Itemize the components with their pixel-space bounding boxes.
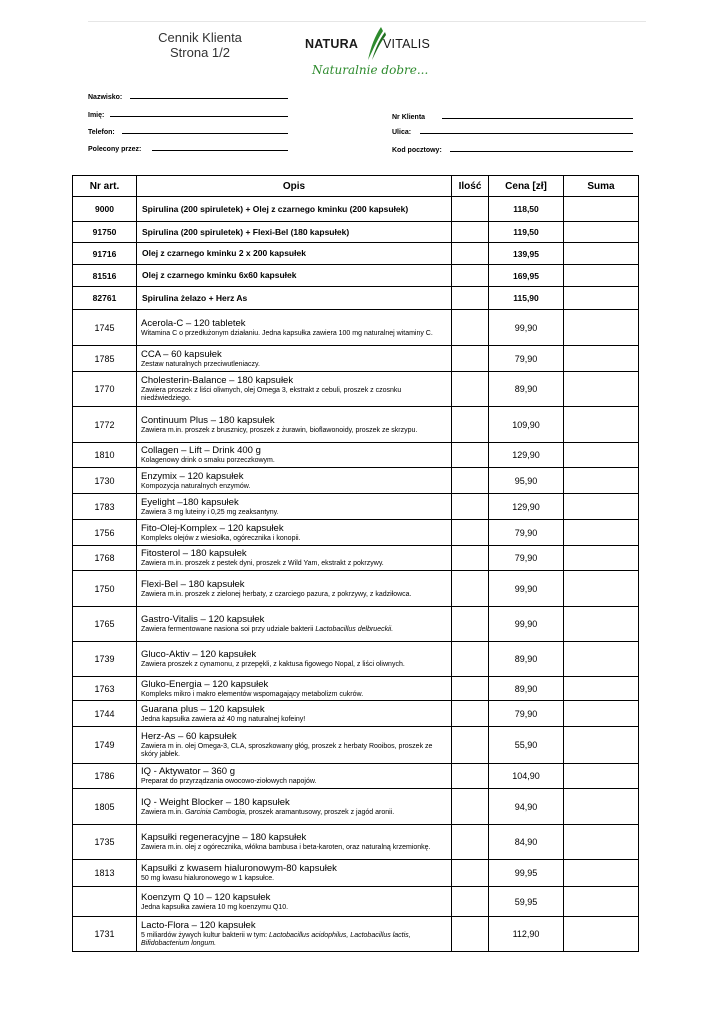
cell-suma[interactable]	[564, 789, 639, 825]
cell-cena: 99,90	[489, 310, 564, 346]
cell-suma[interactable]	[564, 860, 639, 887]
cell-nr: 1768	[73, 546, 137, 571]
product-description	[137, 456, 451, 465]
cell-suma[interactable]	[564, 265, 639, 287]
cell-nr: 1735	[73, 825, 137, 860]
cell-opis	[137, 677, 452, 701]
cell-suma[interactable]	[564, 520, 639, 546]
cell-cena: 59,95	[489, 887, 564, 917]
product-name: Lacto-Flora – 120 kapsułek	[141, 920, 256, 931]
cell-ilosc[interactable]	[452, 287, 489, 310]
table-row	[73, 372, 639, 407]
product-name: Fitosterol – 180 kapsułek	[141, 548, 247, 559]
cell-ilosc[interactable]	[452, 887, 489, 917]
product-description	[137, 843, 451, 852]
product-description	[137, 559, 451, 568]
cell-opis: Spirulina żelazo + Herz As	[137, 287, 452, 310]
label-imie: Imię:	[88, 112, 105, 119]
cell-opis	[137, 887, 452, 917]
cell-cena: 89,90	[489, 677, 564, 701]
cell-nr: 1805	[73, 789, 137, 825]
cell-ilosc[interactable]	[452, 571, 489, 607]
header-ilosc: Ilość	[452, 176, 489, 197]
cell-nr: 82761	[73, 287, 137, 310]
table-row	[73, 243, 639, 265]
product-name: IQ - Aktywator – 360 g	[141, 766, 235, 777]
field-nazwisko[interactable]	[130, 98, 288, 99]
logo-text-natura: NATURA	[305, 37, 359, 51]
logo-text-vitalis: VITALIS	[383, 37, 431, 51]
table-row	[73, 701, 639, 727]
cell-ilosc[interactable]	[452, 701, 489, 727]
cell-ilosc[interactable]	[452, 243, 489, 265]
product-name: Kapsułki z kwasem hialuronowym-80 kapsułek	[141, 863, 337, 874]
label-kod: Kod pocztowy:	[392, 147, 442, 154]
cell-suma[interactable]	[564, 243, 639, 265]
label-nr-klienta: Nr Klienta	[392, 114, 426, 121]
table-header-row	[73, 176, 639, 197]
cell-ilosc[interactable]	[452, 407, 489, 443]
cell-cena: 79,90	[489, 346, 564, 372]
cell-suma[interactable]	[564, 917, 639, 952]
table-row	[73, 346, 639, 372]
header-nr-art: Nr art.	[73, 176, 137, 197]
cell-opis	[137, 764, 452, 789]
cell-opis	[137, 407, 452, 443]
cell-suma[interactable]	[564, 642, 639, 677]
cell-cena: 89,90	[489, 372, 564, 407]
product-name: Enzymix – 120 kapsułek	[141, 470, 244, 482]
cell-suma[interactable]	[564, 443, 639, 468]
cell-ilosc[interactable]	[452, 789, 489, 825]
field-polecony[interactable]	[152, 150, 288, 151]
product-description-text: 5 miliardów żywych kultur bakterii w tym:	[141, 932, 268, 939]
product-name: Herz-As – 60 kapsułek	[141, 731, 237, 742]
cell-cena: 95,90	[489, 468, 564, 494]
cell-suma[interactable]	[564, 197, 639, 222]
product-description-latin: Garcinia Cambogia	[184, 808, 245, 816]
page-top-rule	[88, 21, 646, 22]
cell-ilosc[interactable]	[452, 310, 489, 346]
cell-cena: 129,90	[489, 443, 564, 468]
product-description	[137, 808, 451, 817]
product-description	[137, 742, 451, 759]
table-row	[73, 887, 639, 917]
product-name: Koenzym Q 10 – 120 kapsułek	[141, 891, 271, 903]
product-description-text: Kolagenowy drink o smaku porzeczkowym.	[141, 457, 275, 464]
cell-cena: 79,90	[489, 701, 564, 727]
product-description-text: Preparat do przyrządzania owocowo-ziołowych napojów.	[141, 778, 317, 785]
cell-suma[interactable]	[564, 494, 639, 520]
product-description	[137, 660, 451, 669]
cell-suma[interactable]	[564, 310, 639, 346]
table-row	[73, 443, 639, 468]
product-description	[137, 360, 451, 369]
cell-opis	[137, 443, 452, 468]
field-nr-klienta[interactable]	[442, 118, 633, 119]
page-title-line1: Cennik Klienta	[158, 30, 242, 45]
cell-suma[interactable]	[564, 407, 639, 443]
product-description-text: Kompleks olejów z wiesiołka, ogórecznika i konopii.	[141, 534, 301, 542]
cell-cena: 99,90	[489, 607, 564, 642]
cell-ilosc[interactable]	[452, 443, 489, 468]
cell-nr: 1785	[73, 346, 137, 372]
product-description	[137, 874, 451, 883]
product-rows	[73, 310, 639, 952]
cell-nr: 1749	[73, 727, 137, 764]
product-name: Collagen – Lift – Drink 400 g	[141, 445, 261, 456]
table-row	[73, 571, 639, 607]
product-name: CCA – 60 kapsułek	[141, 348, 222, 360]
cell-cena: 139,95	[489, 243, 564, 265]
cell-cena: 118,50	[489, 197, 564, 222]
cell-cena: 99,95	[489, 860, 564, 887]
cell-suma[interactable]	[564, 346, 639, 372]
table-row	[73, 825, 639, 860]
cell-nr: 81516	[73, 265, 137, 287]
table-row	[73, 789, 639, 825]
cell-nr: 9000	[73, 197, 137, 222]
cell-ilosc[interactable]	[452, 265, 489, 287]
cell-cena: 119,50	[489, 222, 564, 243]
cell-opis: Olej z czarnego kminku 6x60 kapsułek	[137, 265, 452, 287]
product-name: Continuum Plus – 180 kapsułek	[141, 414, 275, 426]
price-table	[72, 175, 639, 952]
table-row	[73, 494, 639, 520]
cell-opis	[137, 468, 452, 494]
header-opis: Opis	[137, 176, 452, 197]
cell-suma[interactable]	[564, 677, 639, 701]
cell-ilosc[interactable]	[452, 372, 489, 407]
field-ulica[interactable]	[420, 133, 633, 134]
cell-nr: 1783	[73, 494, 137, 520]
product-description-latin: Lactobacillus delbrueckii.	[315, 626, 394, 633]
product-description-text: Kompozycja naturalnych enzymów.	[141, 482, 251, 490]
page-title-line2: Strona 1/2	[170, 45, 230, 60]
cell-ilosc[interactable]	[452, 677, 489, 701]
cell-cena: 55,90	[489, 727, 564, 764]
product-name: Cholesterin-Balance – 180 kapsułek	[141, 375, 294, 386]
table-row	[73, 222, 639, 243]
cell-suma[interactable]	[564, 727, 639, 764]
cell-nr: 1763	[73, 677, 137, 701]
cell-nr: 1756	[73, 520, 137, 546]
cell-opis	[137, 642, 452, 677]
cell-suma[interactable]	[564, 571, 639, 607]
product-description	[137, 508, 451, 517]
product-description-text: Jedna kapsułka zawiera 10 mg koenzymu Q10.	[141, 903, 289, 911]
table-row	[73, 607, 639, 642]
cell-nr: 1739	[73, 642, 137, 677]
table-row	[73, 677, 639, 701]
cell-ilosc[interactable]	[452, 468, 489, 494]
cell-opis	[137, 546, 452, 571]
cell-ilosc[interactable]	[452, 825, 489, 860]
product-description-text: Witamina C o przedłużonym działaniu. Jedna kapsułka zawiera 100 mg naturalnej witaminy C.	[141, 329, 433, 337]
cell-nr: 91750	[73, 222, 137, 243]
cell-suma[interactable]	[564, 546, 639, 571]
product-name: Guarana plus – 120 kapsułek	[141, 703, 265, 715]
product-description-text: , proszek aramantusowy, proszek z jagód aronii.	[244, 808, 395, 816]
cell-nr: 1730	[73, 468, 137, 494]
cell-nr: 1770	[73, 372, 137, 407]
product-description-text: Zawiera proszek z liści oliwnych, olej Omega 3, ekstrakt z cebuli, proszek z czosnku niedźwiedziego.	[141, 387, 402, 402]
cell-ilosc[interactable]	[452, 546, 489, 571]
table-row	[73, 917, 639, 952]
cell-nr: 1810	[73, 443, 137, 468]
product-description	[137, 590, 451, 599]
product-description	[137, 690, 451, 699]
product-name: Fito-Olej-Komplex – 120 kapsułek	[141, 522, 284, 534]
product-name: Gastro-Vitalis – 120 kapsułek	[141, 614, 265, 625]
product-description-text: Zawiera proszek z cynamonu, z przepękli, z kaktusa figowego Nopal, z liści oliwnych.	[141, 661, 405, 668]
logo-slogan: Naturalnie dobre...	[312, 63, 429, 77]
product-description	[137, 329, 451, 338]
page-title	[140, 30, 260, 60]
cell-cena: 79,90	[489, 520, 564, 546]
product-name: Acerola-C – 120 tabletek	[141, 317, 246, 329]
product-description-text: Kompleks mikro i makro elementów wspomagający metabolizm cukrów.	[141, 690, 364, 698]
cell-cena: 104,90	[489, 764, 564, 789]
product-description-text: Zawiera m.in. proszek z brusznicy, proszek z żurawin, bioflawonoidy, proszek ze skrzypu.	[141, 426, 418, 434]
cell-suma[interactable]	[564, 287, 639, 310]
brand-logo	[305, 26, 445, 86]
cell-nr: 1744	[73, 701, 137, 727]
cell-ilosc[interactable]	[452, 520, 489, 546]
cell-opis	[137, 346, 452, 372]
cell-suma[interactable]	[564, 887, 639, 917]
product-description	[137, 386, 451, 403]
product-description-text: Zawiera fermentowane nasiona soi przy udziale bakterii	[141, 626, 314, 633]
table-row	[73, 197, 639, 222]
field-imie[interactable]	[110, 116, 288, 117]
product-description-text: Jedna kapsułka zawiera aż 40 mg naturalnej kofeiny!	[141, 715, 306, 723]
cell-ilosc[interactable]	[452, 727, 489, 764]
product-description-text: Zawiera m.in. proszek z zielonej herbaty, z czarciego pazura, z pokrzywy, z kadziłowca.	[141, 590, 412, 598]
cell-suma[interactable]	[564, 372, 639, 407]
cell-opis	[137, 607, 452, 642]
product-name: Flexi-Bel – 180 kapsułek	[141, 578, 245, 590]
table-row	[73, 468, 639, 494]
cell-cena: 169,95	[489, 265, 564, 287]
table-row	[73, 860, 639, 887]
cell-cena: 84,90	[489, 825, 564, 860]
table-row	[73, 287, 639, 310]
cell-opis	[137, 310, 452, 346]
cell-nr: 1765	[73, 607, 137, 642]
product-name: Gluco-Aktiv – 120 kapsułek	[141, 649, 257, 660]
cell-opis	[137, 860, 452, 887]
table-row	[73, 265, 639, 287]
cell-ilosc[interactable]	[452, 197, 489, 222]
product-name: Gluko-Energia – 120 kapsułek	[141, 678, 269, 690]
product-description-text: 50 mg kwasu hialuronowego w 1 kapsułce.	[141, 875, 275, 882]
product-description-text: Zawiera m.in. proszek z pestek dyni, proszek z Wild Yam, ekstrakt z pokrzywy.	[141, 560, 384, 567]
product-name: IQ - Weight Blocker – 180 kapsułek	[141, 796, 290, 808]
table-row	[73, 727, 639, 764]
cell-opis	[137, 825, 452, 860]
cell-suma[interactable]	[564, 825, 639, 860]
cell-opis	[137, 727, 452, 764]
product-description-text: Zawiera m.in. olej z ogórecznika, włókna bambusa i beta-karoten, oraz naturalną krzemionkę.	[141, 844, 431, 851]
product-description-latin: Lactobacillus acidophilus, Lactobacillus lactis, Bifidobacterium longum.	[141, 932, 411, 947]
cell-suma[interactable]	[564, 701, 639, 727]
cell-ilosc[interactable]	[452, 607, 489, 642]
cell-nr: 1745	[73, 310, 137, 346]
cell-nr	[73, 887, 137, 917]
cell-opis	[137, 789, 452, 825]
cell-opis	[137, 701, 452, 727]
cell-nr: 1813	[73, 860, 137, 887]
cell-opis	[137, 494, 452, 520]
cell-ilosc[interactable]	[452, 764, 489, 789]
table-row	[73, 520, 639, 546]
cell-nr: 1786	[73, 764, 137, 789]
header-suma: Suma	[564, 176, 639, 197]
product-description-text: Zawiera m.in.	[141, 808, 184, 816]
cell-suma[interactable]	[564, 607, 639, 642]
cell-cena: 94,90	[489, 789, 564, 825]
product-description	[137, 715, 451, 724]
cell-opis	[137, 571, 452, 607]
label-polecony: Polecony przez:	[88, 146, 142, 153]
table-row	[73, 310, 639, 346]
cell-suma[interactable]	[564, 764, 639, 789]
cell-ilosc[interactable]	[452, 346, 489, 372]
product-description-text: Zawiera 3 mg luteiny i 0,25 mg zeaksantyny.	[141, 508, 279, 516]
cell-nr: 1731	[73, 917, 137, 952]
product-description-text: Zawiera m in. olej Omega-3, CLA, sproszkowany głóg, proszek z herbaty Rooibos, proszek ze skóry jabłek.	[141, 743, 433, 758]
cell-suma[interactable]	[564, 468, 639, 494]
cell-cena: 129,90	[489, 494, 564, 520]
cell-opis: Olej z czarnego kminku 2 x 200 kapsułek	[137, 243, 452, 265]
cell-cena: 112,90	[489, 917, 564, 952]
cell-ilosc[interactable]	[452, 494, 489, 520]
cell-suma[interactable]	[564, 222, 639, 243]
table-row	[73, 642, 639, 677]
cell-nr: 91716	[73, 243, 137, 265]
cell-opis: Spirulina (200 spiruletek) + Olej z czarnego kminku (200 kapsułek)	[137, 197, 452, 222]
product-description-text: Zestaw naturalnych przeciwutleniaczy.	[141, 360, 260, 368]
cell-cena: 99,90	[489, 571, 564, 607]
label-nazwisko: Nazwisko:	[88, 94, 123, 101]
product-description	[137, 534, 451, 543]
cell-cena: 89,90	[489, 642, 564, 677]
product-description	[137, 777, 451, 786]
label-telefon: Telefon:	[88, 129, 115, 136]
cell-ilosc[interactable]	[452, 642, 489, 677]
field-kod-pocztowy[interactable]	[450, 151, 633, 152]
product-description	[137, 625, 451, 634]
product-description	[137, 931, 451, 948]
cell-opis	[137, 917, 452, 952]
product-description	[137, 903, 451, 912]
table-row	[73, 764, 639, 789]
cell-ilosc[interactable]	[452, 917, 489, 952]
product-description	[137, 482, 451, 491]
product-name: Eyelight –180 kapsułek	[141, 496, 239, 508]
cell-opis: Spirulina (200 spiruletek) + Flexi-Bel (180 kapsułek)	[137, 222, 452, 243]
cell-opis	[137, 372, 452, 407]
label-ulica: Ulica:	[392, 129, 412, 136]
header-cena: Cena [zł]	[489, 176, 564, 197]
product-name: Kapsułki regeneracyjne – 180 kapsułek	[141, 832, 307, 843]
cell-opis	[137, 520, 452, 546]
table-row	[73, 407, 639, 443]
cell-cena: 109,90	[489, 407, 564, 443]
table-row	[73, 546, 639, 571]
cell-nr: 1750	[73, 571, 137, 607]
cell-nr: 1772	[73, 407, 137, 443]
cell-ilosc[interactable]	[452, 860, 489, 887]
product-description	[137, 426, 451, 435]
cell-cena: 115,90	[489, 287, 564, 310]
cell-cena: 79,90	[489, 546, 564, 571]
cell-ilosc[interactable]	[452, 222, 489, 243]
field-telefon[interactable]	[122, 133, 288, 134]
